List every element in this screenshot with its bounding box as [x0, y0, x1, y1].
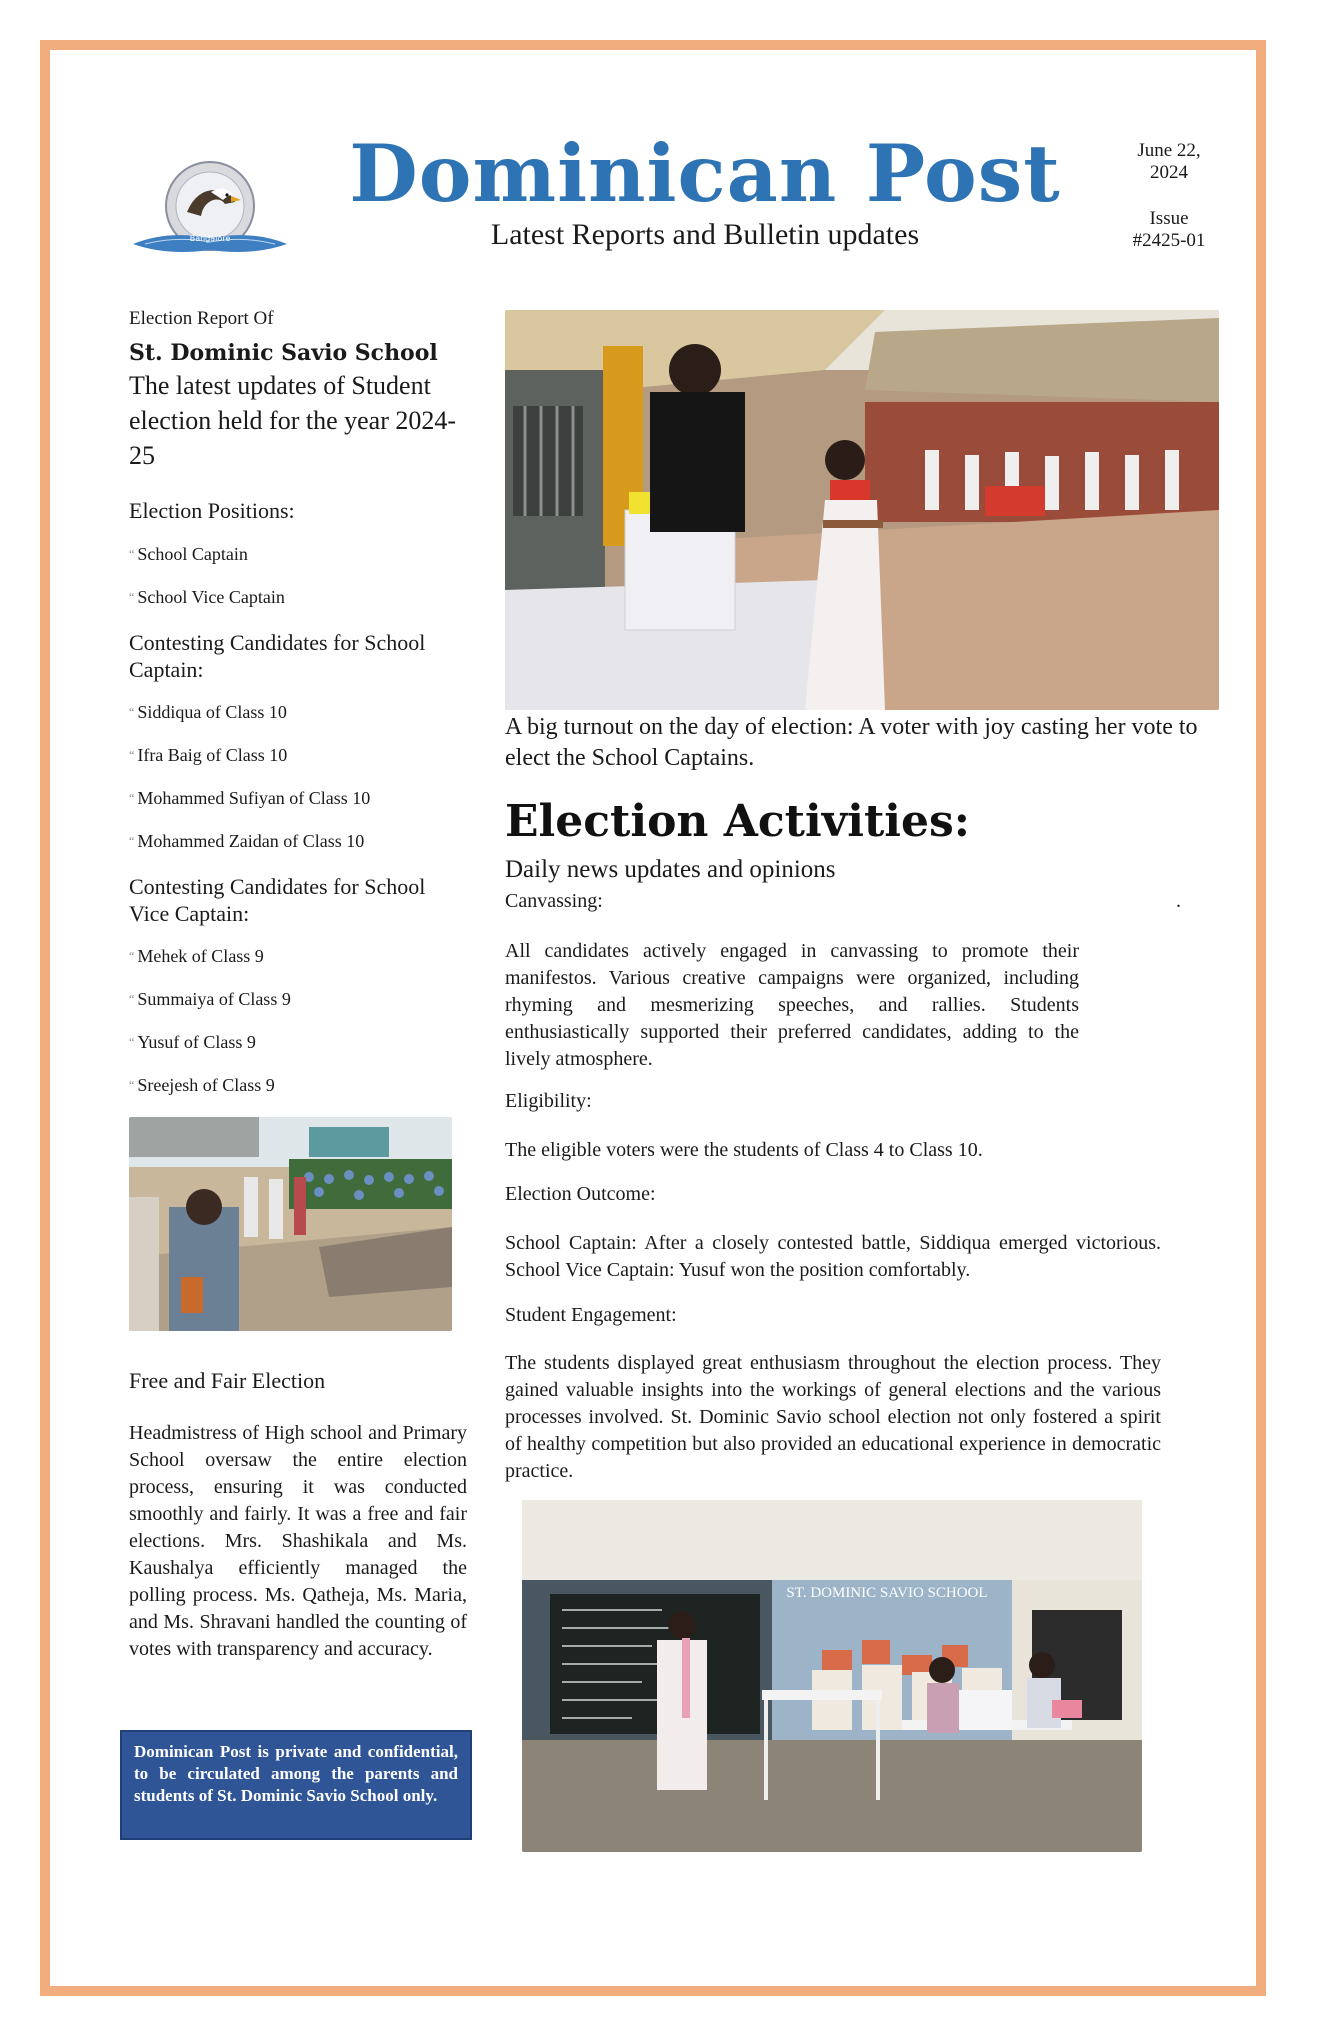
school-name: St. Dominic Savio School — [129, 340, 438, 366]
outcome-body: School Captain: After a closely contested battle, Siddiqua emerged victorious. School Vice Captain: Yusuf won the position comfortably. — [505, 1232, 1161, 1281]
date-line-1: June 22, — [1137, 140, 1201, 161]
daily-line: Daily news updates and opinions — [505, 856, 836, 883]
canvassing-body: All candidates actively engaged in canvassing to promote their manifestos. Various creative campaigns were organized, including rhyming and mesmerizing speeches, and rallies. Students enthusiastically supported their preferred candidates, adding to the lively atmosphere. — [505, 940, 1079, 1070]
date-line-2: 2024 — [1150, 162, 1188, 183]
free-fair-title: Free and Fair Election — [129, 1368, 326, 1393]
activities-heading: Election Activities: — [505, 796, 971, 847]
vice-candidates-heading: Contesting Candidates for School Vice Captain: — [129, 874, 426, 926]
queue-photo — [129, 1117, 452, 1331]
positions-heading: Election Positions: — [129, 498, 295, 523]
masthead-title: Dominican Post — [349, 127, 1061, 220]
eligibility-body: The eligible voters were the students of Class 4 to Class 10. — [505, 1139, 983, 1161]
outcome-label: Election Outcome: — [505, 1183, 656, 1205]
issue-date — [1108, 140, 1230, 184]
candidate-item: “ Siddiqua of Class 10 — [129, 700, 469, 724]
engagement-body: The students displayed great enthusiasm throughout the election process. They gained valuable insights into the workings of general elections and the various processes involved. St. Dominic Savio school election not only fostered a spirit of healthy competition but also provided an educational experience in democratic practice. — [505, 1352, 1161, 1482]
voting-photo — [505, 310, 1219, 710]
issue-number: #2425-01 — [1132, 230, 1206, 251]
canvassing-label: Canvassing: — [505, 890, 603, 912]
engagement-label: Student Engagement: — [505, 1304, 677, 1326]
left-column — [129, 306, 469, 1097]
eligibility-label: Eligibility: — [505, 1090, 592, 1112]
candidate-item: “ Mohammed Zaidan of Class 10 — [129, 829, 469, 853]
candidate-item: “ Yusuf of Class 9 — [129, 1030, 469, 1054]
candidate-item: “ Mohammed Sufiyan of Class 10 — [129, 786, 469, 810]
school-logo — [127, 160, 293, 272]
position-item: “ School Captain — [129, 542, 469, 566]
banner-text: ST. DOMINIC SAVIO SCHOOL — [786, 1585, 988, 1601]
candidate-item: “ Summaiya of Class 9 — [129, 987, 469, 1011]
issue-number-block — [1108, 208, 1230, 252]
photo-caption: A big turnout on the day of election: A voter with joy casting her vote to elect the School Captains. — [505, 714, 1198, 771]
report-label: Election Report Of — [129, 308, 274, 329]
intro-text: The latest updates of Student election held for the year 2024-25 — [129, 371, 457, 470]
captain-candidates-heading: Contesting Candidates for School Captain: — [129, 630, 426, 682]
free-fair-body: Headmistress of High school and Primary School oversaw the entire election process, ensuring it was conducted smoothly and fairly. It was a free and fair elections. Mrs. Shashikala and Ms. Kaushalya efficiently managed the polling process. Ms. Qatheja, Ms. Maria, and Ms. Shravani handled the counting of votes with transparency and accuracy. — [129, 1422, 467, 1660]
position-item: “ School Vice Captain — [129, 585, 469, 609]
masthead-subtitle: Latest Reports and Bulletin updates — [490, 218, 920, 251]
candidate-item: “ Sreejesh of Class 9 — [129, 1073, 469, 1097]
polling-booth-photo — [522, 1500, 1142, 1852]
logo-ribbon-text: Bangalore — [189, 234, 231, 243]
stray-dot: . — [1176, 890, 1181, 912]
candidate-item: “ Ifra Baig of Class 10 — [129, 743, 469, 767]
issue-label: Issue — [1149, 208, 1189, 229]
candidate-item: “ Mehek of Class 9 — [129, 944, 469, 968]
confidential-notice: Dominican Post is private and confidential, to be circulated among the parents and students of St. Dominic Savio School only. — [120, 1730, 472, 1840]
